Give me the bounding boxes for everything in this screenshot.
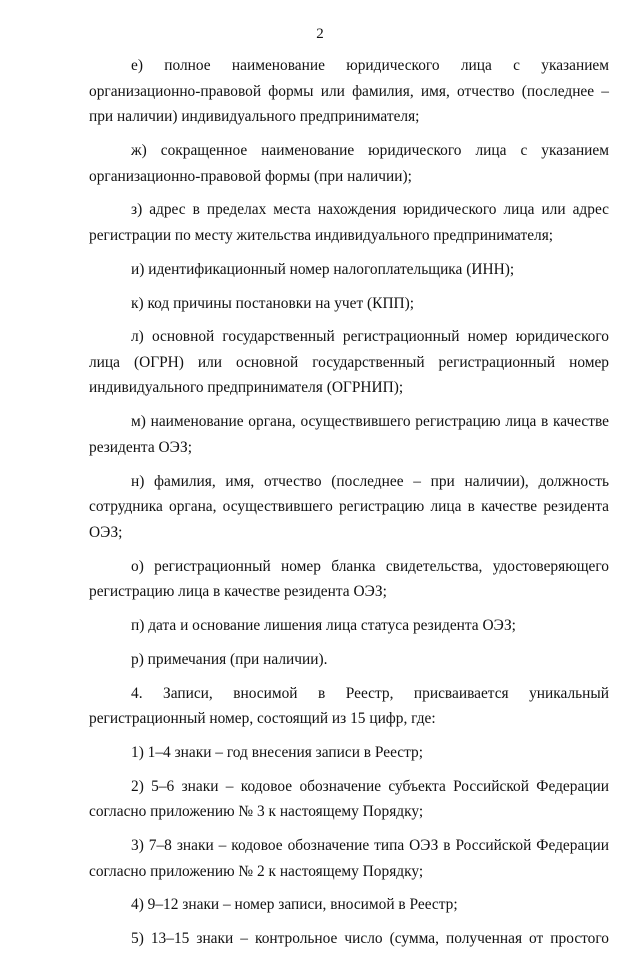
paragraph-m: м) наименование органа, осуществившего регистрацию лица в качестве резидента ОЭЗ; [89, 413, 609, 456]
list-item-3: 3) 7–8 знаки – кодовое обозначение типа ОЭЗ в Российской Федерации согласно приложению № 2 к настоящему Порядку; [89, 837, 609, 880]
paragraph-n: н) фамилия, имя, отчество (последнее – при наличии), должность сотрудника органа, осуществившего регистрацию лица в качестве резидента ОЭЗ; [89, 472, 609, 541]
list-item-2: 2) 5–6 знаки – кодовое обозначение субъекта Российской Федерации согласно приложению № 3 к настоящему Порядку; [89, 777, 609, 821]
paragraph-zh: ж) сокращенное наименование юридического лица с указанием организационно-правовой формы (при наличии); [89, 141, 609, 185]
document-body [89, 53, 609, 960]
paragraph-i: и) идентификационный номер налогоплательщика (ИНН); [131, 260, 515, 278]
list-item-1: 1) 1–4 знаки – год внесения записи в Реестр; [131, 743, 424, 761]
paragraph-o: о) регистрационный номер бланка свидетельства, удостоверяющего регистрацию лица в качестве резидента ОЭЗ; [89, 557, 609, 601]
list-item-4: 4) 9–12 знаки – номер записи, вносимой в Реестр; [131, 896, 458, 914]
paragraph-p: п) дата и основание лишения лица статуса резидента ОЭЗ; [131, 616, 516, 634]
page-number: 2 [316, 26, 324, 42]
paragraph-l: л) основной государственный регистрационный номер юридического лица (ОГРН) или основной государственный регистрационный номер индивидуального предпринимателя (ОГРНИП); [89, 328, 609, 397]
paragraph-section-4: 4. Записи, вносимой в Реестр, присваивается уникальный регистрационный номер, состоящий из 15 цифр, где: [89, 684, 609, 728]
paragraph-e: е) полное наименование юридического лица с указанием организационно-правовой формы или фамилия, имя, отчество (последнее – при наличии) индивидуального предпринимателя; [89, 57, 609, 126]
paragraph-r: р) примечания (при наличии). [131, 650, 328, 668]
paragraph-k: к) код причины постановки на учет (КПП); [131, 294, 415, 312]
paragraph-z: з) адрес в пределах места нахождения юридического лица или адрес регистрации по месту жительства индивидуального предпринимателя; [89, 201, 609, 244]
list-item-5: 5) 13–15 знаки – контрольное число (сумма, полученная от простого [131, 930, 609, 948]
